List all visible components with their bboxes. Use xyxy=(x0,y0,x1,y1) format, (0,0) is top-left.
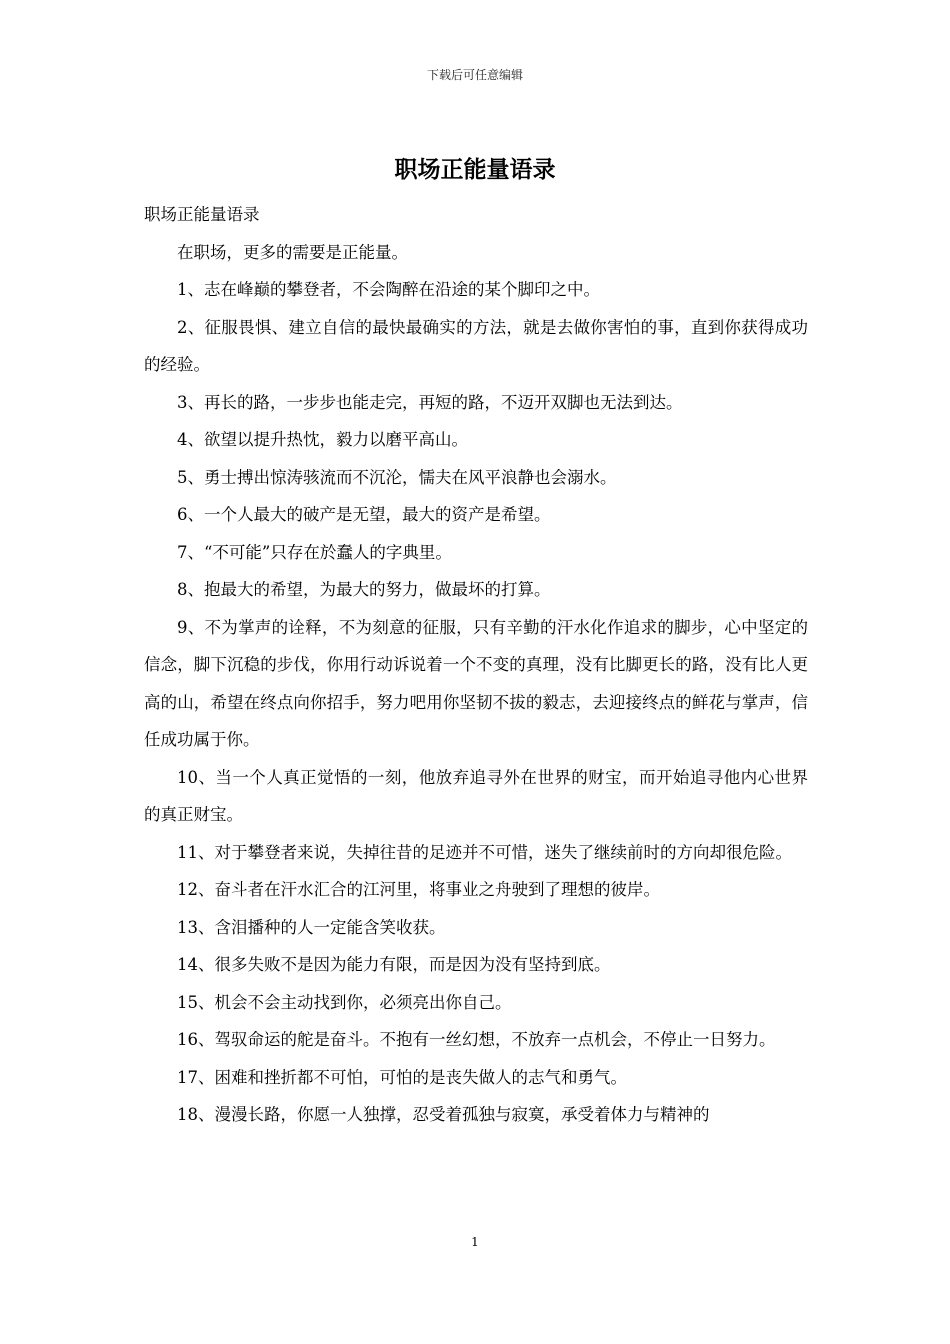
header-note: 下载后可任意编辑 xyxy=(426,68,523,82)
intro-paragraph: 在职场，更多的需要是正能量。 xyxy=(177,242,408,262)
quote-item-6: 6、一个人最大的破产是无望，最大的资产是希望。 xyxy=(177,505,551,524)
page-number: 1 xyxy=(471,1235,479,1249)
quote-item-14: 14、很多失败不是因为能力有限，而是因为没有坚持到底。 xyxy=(177,955,611,974)
quote-item-4: 4、欲望以提升热忱，毅力以磨平高山。 xyxy=(177,430,468,449)
quote-item-3: 3、再长的路，一步步也能走完，再短的路，不迈开双脚也无法到达。 xyxy=(177,392,683,412)
quote-item-16: 16、驾驭命运的舵是奋斗。不抱有一丝幻想，不放弃一点机会，不停止一日努力。 xyxy=(177,1030,776,1049)
quote-item-12: 12、奋斗者在汗水汇合的江河里，将事业之舟驶到了理想的彼岸。 xyxy=(177,880,660,899)
quote-item-15: 15、机会不会主动找到你，必须亮出你自己。 xyxy=(177,992,512,1012)
document-body xyxy=(144,196,808,1134)
quote-item-13: 13、含泪播种的人一定能含笑收获。 xyxy=(177,917,446,937)
quote-item-11: 11、对于攀登者来说，失掉往昔的足迹并不可惜，迷失了继续前时的方向却很危险。 xyxy=(177,842,792,862)
quote-item-17: 17、困难和挫折都不可怕，可怕的是丧失做人的志气和勇气。 xyxy=(177,1067,627,1087)
quote-item-8: 8、抱最大的希望，为最大的努力，做最坏的打算。 xyxy=(177,580,551,599)
document-subtitle: 职场正能量语录 xyxy=(144,205,260,224)
quote-item-7: 7、“不可能”只存在於蠢人的字典里。 xyxy=(177,542,452,562)
quote-item-9: 9、不为掌声的诠释，不为刻意的征服，只有辛勤的汗水化作追求的脚步，心中坚定的信念，脚下沉稳的步伐，你用行动诉说着一个不变的真理，没有比脚更长的路，没有比人更高的山，希望在终点向你招手，努力吧用你坚韧不拔的毅志，去迎接终点的鲜花与掌声，信任成功属于你。 xyxy=(144,617,808,749)
quote-item-5: 5、勇士搏出惊涛骇流而不沉沦，懦夫在风平浪静也会溺水。 xyxy=(177,467,617,487)
document-title: 职场正能量语录 xyxy=(394,156,556,183)
quote-item-10: 10、当一个人真正觉悟的一刻，他放弃追寻外在世界的财宝，而开始追寻他内心世界的真正财宝。 xyxy=(144,767,808,824)
quote-item-2: 2、征服畏惧、建立自信的最快最确实的方法，就是去做你害怕的事，直到你获得成功的经验。 xyxy=(144,317,808,374)
quote-item-1: 1、志在峰巅的攀登者，不会陶醉在沿途的某个脚印之中。 xyxy=(177,280,600,299)
quote-item-18: 18、漫漫长路，你愿一人独撑，忍受着孤独与寂寞，承受着体力与精神的 xyxy=(177,1105,710,1124)
